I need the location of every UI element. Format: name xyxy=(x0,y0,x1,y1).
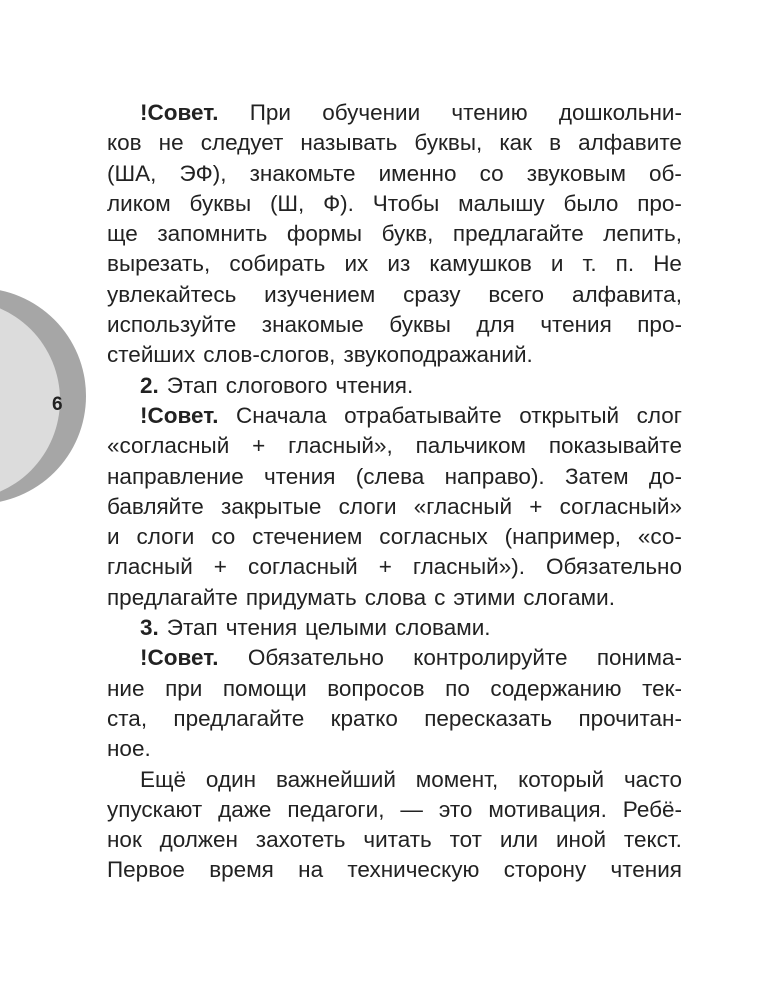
word: читать xyxy=(363,827,432,853)
word: как xyxy=(499,130,533,156)
word: букв, xyxy=(381,221,434,247)
word: гласный»). xyxy=(412,554,525,580)
body-text xyxy=(107,98,682,886)
word: следует xyxy=(200,130,284,156)
word: камушков xyxy=(429,251,532,277)
text-line xyxy=(107,189,682,219)
word: ЭФ), xyxy=(179,160,227,186)
word: — xyxy=(400,796,423,822)
word: гласный xyxy=(107,554,193,580)
word: ние xyxy=(107,675,145,701)
word: предлагайте xyxy=(452,221,584,247)
word: Этап xyxy=(166,372,218,398)
word: слоги xyxy=(338,493,397,519)
word: Не xyxy=(653,251,682,277)
word: бавляйте xyxy=(107,493,204,519)
word: придумать xyxy=(245,584,357,610)
word: ста, xyxy=(107,705,148,731)
word: тек- xyxy=(642,675,682,701)
word: вопросов xyxy=(327,675,425,701)
word: используйте xyxy=(107,312,237,338)
text-line xyxy=(107,371,682,401)
word: педагоги, xyxy=(287,796,385,822)
bold-word: !Совет. xyxy=(140,645,219,671)
word: словами. xyxy=(394,615,491,641)
word: направо). xyxy=(444,463,545,489)
word: контролируйте xyxy=(413,645,568,671)
word: при xyxy=(165,675,203,701)
word: про- xyxy=(637,190,682,216)
word: для xyxy=(476,312,515,338)
word: чтения xyxy=(264,463,336,489)
text-line xyxy=(107,280,682,310)
word: часто xyxy=(623,766,682,792)
text-line xyxy=(107,765,682,795)
text-line xyxy=(107,159,682,189)
word: целыми xyxy=(305,615,387,641)
word: должен xyxy=(159,827,238,853)
word: называть xyxy=(300,130,398,156)
word: иной xyxy=(555,827,607,853)
word: и xyxy=(550,251,564,277)
word: сразу xyxy=(403,281,461,307)
word: слова xyxy=(364,584,427,610)
word: лепить, xyxy=(603,221,682,247)
word: Обязательно xyxy=(545,554,682,580)
text-line xyxy=(107,552,682,582)
text-line xyxy=(107,310,682,340)
word: нок xyxy=(107,827,142,853)
word: гласный», xyxy=(288,433,393,459)
word: в xyxy=(549,130,562,156)
word: это xyxy=(438,796,473,822)
word: Этап xyxy=(166,615,218,641)
word: Первое xyxy=(107,857,185,883)
text-line xyxy=(107,674,682,704)
word: Чтобы xyxy=(372,190,440,216)
word: Ф). xyxy=(323,190,354,216)
word: (ША, xyxy=(107,160,157,186)
text-line xyxy=(107,98,682,128)
text-line xyxy=(107,613,682,643)
word: об- xyxy=(649,160,682,186)
word: прочитан- xyxy=(578,705,682,731)
word: увлекайтесь xyxy=(107,281,237,307)
word: сторону xyxy=(503,857,587,883)
word: (например, xyxy=(504,524,622,550)
word: собирать xyxy=(229,251,326,277)
word: этими xyxy=(453,584,516,610)
text-line xyxy=(107,401,682,431)
word: При xyxy=(249,100,292,125)
word: предлагайте xyxy=(173,705,305,731)
word: (слева xyxy=(355,463,425,489)
word: захотеть xyxy=(255,827,346,853)
text-line xyxy=(107,219,682,249)
word: + xyxy=(213,554,227,580)
word: стейших xyxy=(107,342,196,368)
word: не xyxy=(158,130,184,156)
text-line xyxy=(107,583,682,613)
word: слог xyxy=(636,402,682,428)
word: до- xyxy=(648,463,682,489)
word: + xyxy=(378,554,392,580)
word: слоги xyxy=(136,524,195,550)
text-line xyxy=(107,855,682,885)
word: (Ш, xyxy=(269,190,305,216)
word: согласный» xyxy=(559,493,682,519)
word: чтения xyxy=(610,857,682,883)
text-line xyxy=(107,492,682,522)
text-line xyxy=(107,128,682,158)
word: по xyxy=(445,675,470,701)
text-line xyxy=(107,340,682,370)
word: вырезать, xyxy=(107,251,211,277)
word: обучении xyxy=(322,100,421,125)
word: именно xyxy=(378,160,457,186)
word: который xyxy=(518,766,605,792)
word: дошкольни- xyxy=(558,100,682,125)
word: ликом xyxy=(107,190,171,216)
word: знакомьте xyxy=(249,160,356,186)
word: один xyxy=(205,766,257,792)
word: закрытые xyxy=(221,493,322,519)
word: звукоподражаний. xyxy=(343,342,533,368)
text-line xyxy=(107,704,682,734)
word: помощи xyxy=(222,675,307,701)
word: момент, xyxy=(415,766,499,792)
word: ще xyxy=(107,221,138,247)
word: направление xyxy=(107,463,244,489)
word: время xyxy=(209,857,274,883)
word: тот xyxy=(449,827,482,853)
bold-word: 2. xyxy=(140,372,159,398)
text-line xyxy=(107,643,682,673)
word: + xyxy=(529,493,543,519)
word: чтения xyxy=(225,615,298,641)
word: формы xyxy=(286,221,363,247)
word: согласный xyxy=(247,554,358,580)
word: важнейший xyxy=(275,766,396,792)
word: алфавита, xyxy=(571,281,682,307)
word: Ребё- xyxy=(622,796,682,822)
page-number: 6 xyxy=(52,394,63,415)
word: стечением xyxy=(252,524,363,550)
word: всего xyxy=(488,281,545,307)
text-line xyxy=(107,249,682,279)
word: запомнить xyxy=(157,221,268,247)
word: слогами. xyxy=(523,584,615,610)
word: Ещё xyxy=(140,766,187,792)
word: ков xyxy=(107,130,142,156)
word: слогового xyxy=(225,372,328,398)
word: чтения xyxy=(540,312,612,338)
text-line xyxy=(107,431,682,461)
word: «со- xyxy=(637,524,682,550)
word: п. xyxy=(615,251,635,277)
word: понима- xyxy=(596,645,682,671)
word: + xyxy=(252,433,266,459)
word: слов-слогов, xyxy=(203,342,336,368)
word: буквы, xyxy=(414,130,483,156)
text-line xyxy=(107,734,682,764)
word: пересказать xyxy=(424,705,553,731)
bold-word: !Совет. xyxy=(140,100,219,125)
word: техническую xyxy=(347,857,480,883)
text-line xyxy=(107,795,682,825)
word: с xyxy=(434,584,446,610)
word: кратко xyxy=(330,705,398,731)
word: ное. xyxy=(107,736,151,762)
word: даже xyxy=(218,796,272,822)
word: из xyxy=(387,251,411,277)
word: «гласный xyxy=(413,493,513,519)
word: чтению xyxy=(451,100,528,125)
word: или xyxy=(499,827,539,853)
word: звуковым xyxy=(526,160,626,186)
word: было xyxy=(563,190,619,216)
word: их xyxy=(344,251,369,277)
word: упускают xyxy=(107,796,203,822)
word: пальчиком xyxy=(415,433,526,459)
word: буквы xyxy=(189,190,252,216)
word: изучением xyxy=(264,281,376,307)
bold-word: !Совет. xyxy=(140,402,219,428)
word: и xyxy=(107,524,120,550)
word: про- xyxy=(637,312,682,338)
word: со xyxy=(479,160,504,186)
text-line xyxy=(107,825,682,855)
word: мотивация. xyxy=(488,796,607,822)
word: Затем xyxy=(564,463,629,489)
word: алфавите xyxy=(578,130,682,156)
word: отрабатывайте xyxy=(344,402,502,428)
word: предлагайте xyxy=(107,584,238,610)
word: Обязательно xyxy=(247,645,384,671)
word: малышу xyxy=(458,190,545,216)
word: текст. xyxy=(623,827,682,853)
word: знакомые xyxy=(261,312,364,338)
text-line xyxy=(107,522,682,552)
word: т. xyxy=(582,251,597,277)
word: содержанию xyxy=(490,675,622,701)
bold-word: 3. xyxy=(140,615,159,641)
text-line xyxy=(107,462,682,492)
word: буквы xyxy=(389,312,451,338)
word: «согласный xyxy=(107,433,230,459)
word: согласных xyxy=(379,524,488,550)
word: показывайте xyxy=(548,433,682,459)
word: открытый xyxy=(519,402,620,428)
word: со xyxy=(211,524,236,550)
word: Сначала xyxy=(236,402,327,428)
word: чтения. xyxy=(335,372,414,398)
word: на xyxy=(298,857,324,883)
